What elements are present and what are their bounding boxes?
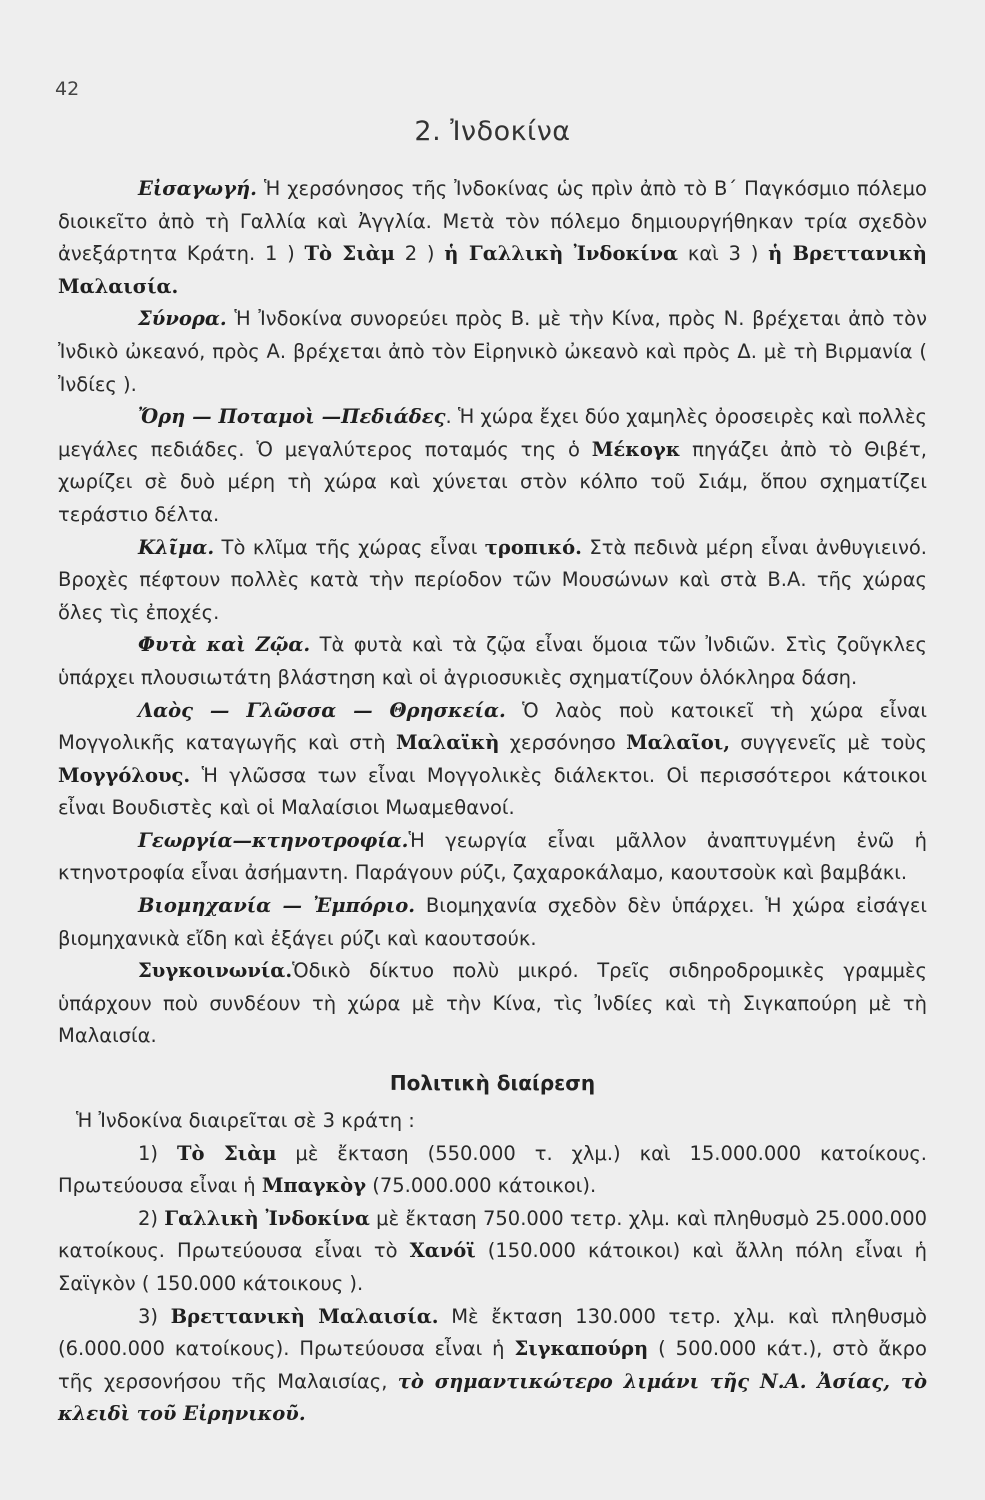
agriculture-heading: Γεωργία—κτηνοτροφία. (138, 828, 409, 852)
chapter-title: 2. Ἰνδοκίνα (414, 116, 571, 147)
political-division-title: Πολιτικὴ διαίρεση (389, 1071, 596, 1096)
intro-text-1: Ἡ χερσόνησος τῆς Ἰνδοκίνας ὡς πρὶν ἀπὸ τὸ Β΄ Παγκόσμιο πόλεμο διοικεῖτο ἀπὸ τὴ Γαλλία καὶ Ἀγγλία. Μετὰ τὸν πόλεμο δημιουργήθηκαν τρία σχεδὸν ἀνεξάρτητα Κράτη. 1 ) (58, 177, 927, 266)
people-text-4: Ἡ γλῶσσα των εἶναι Μογγολικὲς διάλεκτοι. Οἱ περισσότεροι κάτοικοι εἶναι Βουδιστὲς καὶ οἱ Μαλαίσιοι Μωαμεθανοί. (58, 763, 927, 820)
people-bold-2: Μαλαῖοι, (626, 731, 730, 755)
people-heading: Λαὸς — Γλῶσσα — Θρησκεία. (138, 698, 506, 722)
people-text-2: χερσόνησο (499, 731, 627, 755)
paragraph-industry (58, 890, 927, 955)
paragraph-people (58, 695, 927, 825)
state-british-malaya (58, 1301, 927, 1431)
people-bold-3: Μογγόλους. (58, 763, 191, 787)
state2-capital: Χανόϊ (409, 1239, 476, 1263)
industry-heading: Βιομηχανία — Ἐμπόριο. (138, 894, 416, 918)
transport-heading: Συγκοινωνία. (138, 959, 293, 983)
state3-text-2: ( 500.000 κάτ.), στὸ ἄκρο τῆς χερσονήσου τῆς Μαλαισίας, (58, 1337, 927, 1393)
intro-bold-1: Τὸ Σιὰμ (304, 242, 395, 266)
state1-number: 1) (138, 1141, 177, 1165)
climate-heading: Κλῖμα. (138, 535, 215, 559)
paragraph-mountains (58, 401, 927, 531)
state-french-indochina (58, 1203, 927, 1301)
state3-name: Βρεττανικὴ Μαλαισία. (170, 1304, 439, 1328)
people-text-3: συγγενεῖς μὲ τοὺς (730, 731, 927, 755)
mountains-text-1: . Ἡ χώρα ἔχει δύο χαμηλὲς ὀροσειρὲς καὶ πολλὲς μεγάλες πεδιάδες. Ὁ μεγαλύτερος ποταμός της ὁ (58, 405, 927, 461)
paragraph-agriculture (58, 825, 927, 890)
state3-capital: Σιγκαπούρη (514, 1337, 649, 1361)
transport-text: Ὁδικὸ δίκτυο πολὺ μικρό. Τρεῖς σιδηροδρομικὲς γραμμὲς ὑπάρχουν ποὺ συνδέουν τὴ χώρα μὲ τὴν Κίνα, τὶς Ἰνδίες καὶ τὴ Σιγκαπούρη μὲ τὴ Μαλαισία. (58, 959, 927, 1048)
state2-name: Γαλλικὴ Ἰνδοκίνα (164, 1206, 370, 1230)
state1-text-1: μὲ ἔκταση (550.000 τ. χλμ.) καὶ 15.000.000 κατοίκους. Πρωτεύουσα εἶναι ἡ (58, 1141, 927, 1198)
mountains-text-2: πηγάζει ἀπὸ τὸ Θιβέτ, χωρίζει σὲ δυὸ μέρη τὴ χώρα καὶ χύνεται στὸν κόλπο τοῦ Σιάμ, ὅπου σχηματίζει τεράστιο δέλτα. (58, 437, 927, 526)
industry-text: Βιομηχανία σχεδὸν δὲν ὑπάρχει. Ἡ χώρα εἰσάγει βιομηχανικὰ εἴδη καὶ ἐξάγει ρύζι καὶ καουτσούκ. (58, 894, 927, 950)
climate-bold-1: τροπικό. (484, 535, 582, 559)
paragraph-borders (58, 303, 927, 401)
division-intro: Ἡ Ἰνδοκίνα διαιρεῖται σὲ 3 κράτη : (76, 1109, 415, 1133)
mountains-heading: Ὄρη — Ποταμοὶ —Πεδιάδες (138, 405, 446, 429)
mountains-bold-1: Μέκογκ (591, 437, 681, 461)
paragraph-flora (58, 629, 927, 694)
paragraph-climate (58, 532, 927, 630)
flora-heading: Φυτὰ καὶ Ζῷα. (138, 633, 311, 657)
agriculture-text: Ἡ γεωργία εἶναι μᾶλλον ἀναπτυγμένη ἐνῶ ἡ κτηνοτροφία εἶναι ἀσήμαντη. Παράγουν ρύζι, ζαχαροκάλαμο, καουτσοὺκ καὶ βαμβάκι. (58, 828, 927, 885)
climate-text-1: Τὸ κλῖμα τῆς χώρας εἶναι (214, 535, 485, 559)
state1-name: Τὸ Σιὰμ (176, 1141, 277, 1165)
people-text-1: Ὁ λαὸς ποὺ κατοικεῖ τὴ χώρα εἶναι Μογγολικῆς καταγωγῆς καὶ στὴ (58, 698, 927, 755)
intro-text-3: καὶ 3 ) (678, 242, 769, 266)
intro-text-2: 2 ) (394, 242, 445, 266)
state3-text-1: Μὲ ἔκταση 130.000 τετρ. χλμ. καὶ πληθυσμὸ (6.000.000 κατοίκους). Πρωτεύουσα εἶναι ἡ (58, 1304, 927, 1361)
state-siam (58, 1138, 927, 1203)
climate-text-2: Στὰ πεδινὰ μέρη εἶναι ἀνθυγιεινό. Βροχὲς πέφτουν πολλὲς κατὰ τὴν περίοδον τῶν Μουσώνων καὶ στὰ Β.Α. τῆς χώρας ὅλες τὶς ἐποχές. (58, 535, 927, 624)
state1-text-2: (75.000.000 κάτοικοι). (366, 1174, 597, 1198)
state3-tail: τὸ σημαντικώτερο λιμάνι τῆς Ν.Α. Ἀσίας, τὸ κλειδὶ τοῦ Εἰρηνικοῦ. (58, 1369, 927, 1426)
paragraph-intro (58, 173, 927, 303)
intro-heading: Εἰσαγωγή. (138, 177, 257, 200)
borders-text: Ἡ Ἰνδοκίνα συνορεύει πρὸς Β. μὲ τὴν Κίνα, πρὸς Ν. βρέχεται ἀπὸ τὸν Ἰνδικὸ ὠκεανό, πρὸς Α. βρέχεται ἀπὸ τὸν Εἰρηνικὸ ὠκεανὸ καὶ πρὸς Δ. μὲ τὴ Βιρμανία ( Ἰνδίες ). (58, 307, 927, 396)
people-bold-1: Μαλαϊκὴ (395, 731, 500, 755)
paragraph-transport (58, 955, 927, 1053)
intro-bold-2: ἡ Γαλλικὴ Ἰνδοκίνα (444, 242, 679, 266)
state2-text-2: (150.000 κάτοικοι) καὶ ἄλλη πόλη εἶναι ἡ Σαϊγκὸν ( 150.000 κάτοικους ). (58, 1239, 927, 1295)
state1-capital: Μπαγκὸγ (261, 1174, 367, 1198)
intro-bold-3: ἡ Βρεττανικὴ Μαλαισία. (58, 242, 927, 298)
state2-text-1: μὲ ἔκταση 750.000 τετρ. χλμ. καὶ πληθυσμὸ 25.000.000 κατοίκους. Πρωτεύουσα εἶναι τὸ (58, 1206, 928, 1263)
borders-heading: Σύνορα. (138, 307, 227, 331)
page-number: 42 (55, 78, 80, 100)
state3-number: 3) (138, 1304, 171, 1328)
flora-text: Τὰ φυτὰ καὶ τὰ ζῷα εἶναι ὅμοια τῶν Ἰνδιῶν. Στὶς ζοῦγκλες ὑπάρχει πλουσιωτάτη βλάστηση καὶ οἱ ἀγριοσυκιὲς σχηματίζουν ὁλόκληρα δάση. (58, 633, 927, 689)
state2-number: 2) (138, 1206, 165, 1230)
